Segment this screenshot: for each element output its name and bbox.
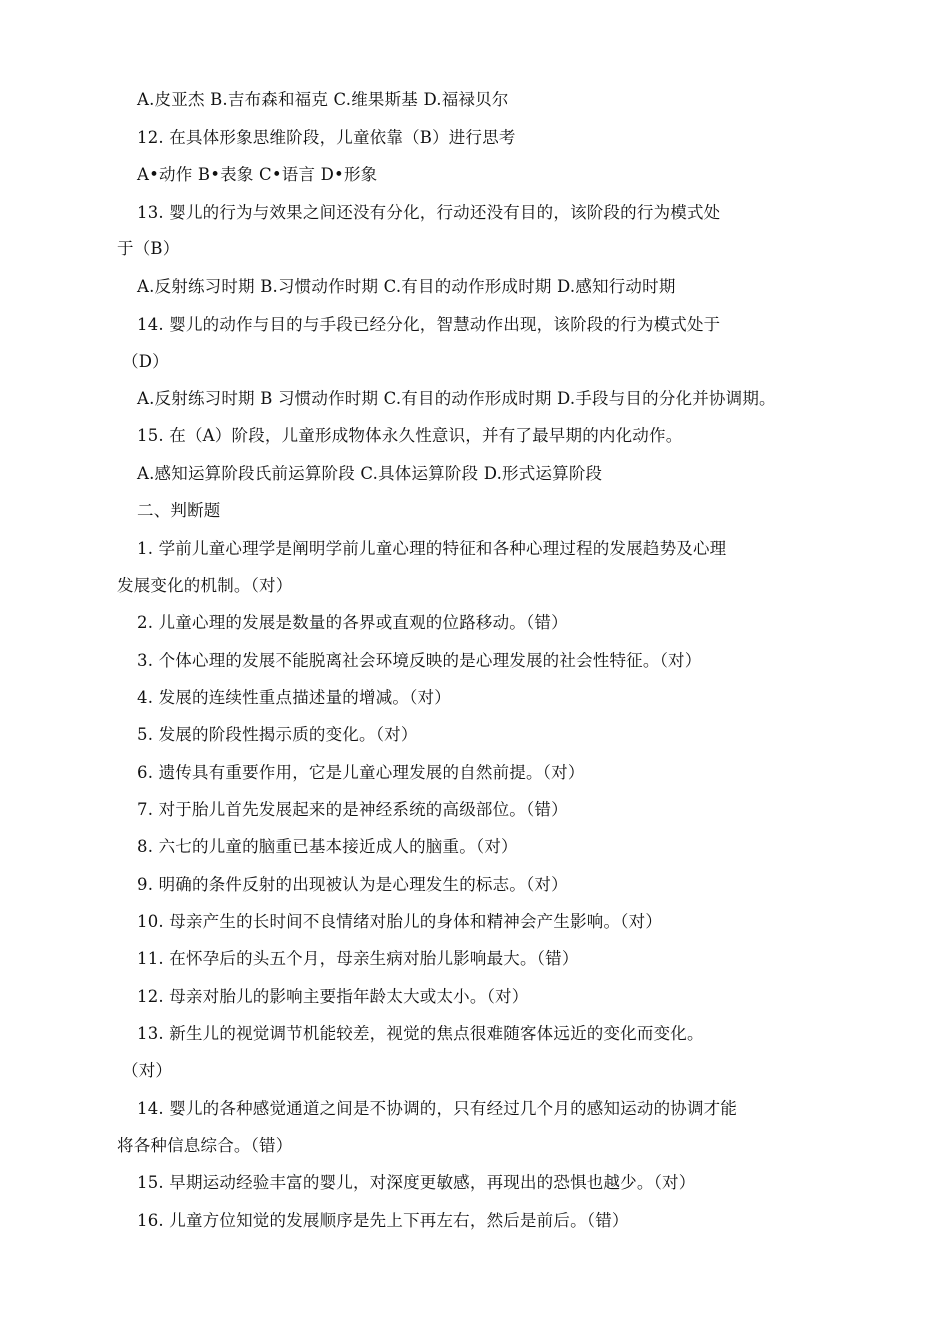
question-15: 15. 在（A）阶段，儿童形成物体永久性意识，并有了最早期的内化动作。 <box>137 426 683 445</box>
judge-item-12: 12. 母亲对胎儿的影响主要指年龄太大或太小。（对） <box>137 987 529 1006</box>
judge-item-8: 8. 六七的儿童的脑重已基本接近成人的脑重。（对） <box>137 837 518 856</box>
judge-item-1: 1. 学前儿童心理学是阐明学前儿童心理的特征和各种心理过程的发展趋势及心理 <box>137 539 727 558</box>
judge-item-10: 10. 母亲产生的长时间不良情绪对胎儿的身体和精神会产生影响。（对） <box>137 912 663 931</box>
judge-item-13: 13. 新生儿的视觉调节机能较差，视觉的焦点很难随客体远近的变化而变化。 <box>137 1024 704 1043</box>
option-line-14: A.反射练习时期 B 习惯动作时期 C.有目的动作形成时期 D.手段与目的分化并协调期。 <box>137 389 776 408</box>
judge-item-7: 7. 对于胎儿首先发展起来的是神经系统的高级部位。（错） <box>137 800 568 819</box>
judge-item-6: 6. 遗传具有重要作用，它是儿童心理发展的自然前提。（对） <box>137 763 585 782</box>
question-14-cont: （D） <box>122 352 169 371</box>
judge-item-5: 5. 发展的阶段性揭示质的变化。（对） <box>137 725 418 744</box>
question-13: 13. 婴儿的行为与效果之间还没有分化，行动还没有目的，该阶段的行为模式处 <box>137 203 721 222</box>
judge-item-16: 16. 儿童方位知觉的发展顺序是先上下再左右，然后是前后。（错） <box>137 1211 629 1230</box>
question-13-cont: 于（B） <box>117 239 180 258</box>
judge-item-15: 15. 早期运动经验丰富的婴儿，对深度更敏感，再现出的恐惧也越少。（对） <box>137 1173 696 1192</box>
judge-item-13-cont: （对） <box>122 1061 173 1080</box>
option-line-13: A.反射练习时期 B.习惯动作时期 C.有目的动作形成时期 D.感知行动时期 <box>137 277 676 296</box>
judge-item-1-cont: 发展变化的机制。（对） <box>117 576 293 595</box>
judge-item-2: 2. 儿童心理的发展是数量的各界或直观的位路移动。（错） <box>137 613 568 632</box>
judge-item-11: 11. 在怀孕后的头五个月，母亲生病对胎儿影响最大。（错） <box>137 949 579 968</box>
judge-item-14-cont: 将各种信息综合。（错） <box>117 1136 293 1155</box>
section-heading: 二、判断题 <box>137 501 221 520</box>
option-line-15: A.感知运算阶段氏前运算阶段 C.具体运算阶段 D.形式运算阶段 <box>137 464 603 483</box>
question-12: 12. 在具体形象思维阶段，儿童依靠（B）进行思考 <box>137 128 516 147</box>
option-line-12: A•动作 B•表象 C•语言 D•形象 <box>137 165 378 184</box>
question-14: 14. 婴儿的动作与目的与手段已经分化，智慧动作出现，该阶段的行为模式处于 <box>137 315 721 334</box>
judge-item-9: 9. 明确的条件反射的出现被认为是心理发生的标志。（对） <box>137 875 568 894</box>
option-line-11: A.皮亚杰 B.吉布森和福克 C.维果斯基 D.福禄贝尔 <box>137 90 509 109</box>
judge-item-14: 14. 婴儿的各种感觉通道之间是不协调的，只有经过几个月的感知运动的协调才能 <box>137 1099 738 1118</box>
judge-item-3: 3. 个体心理的发展不能脱离社会环境反映的是心理发展的社会性特征。（对） <box>137 651 702 670</box>
judge-item-4: 4. 发展的连续性重点描述量的增减。（对） <box>137 688 451 707</box>
